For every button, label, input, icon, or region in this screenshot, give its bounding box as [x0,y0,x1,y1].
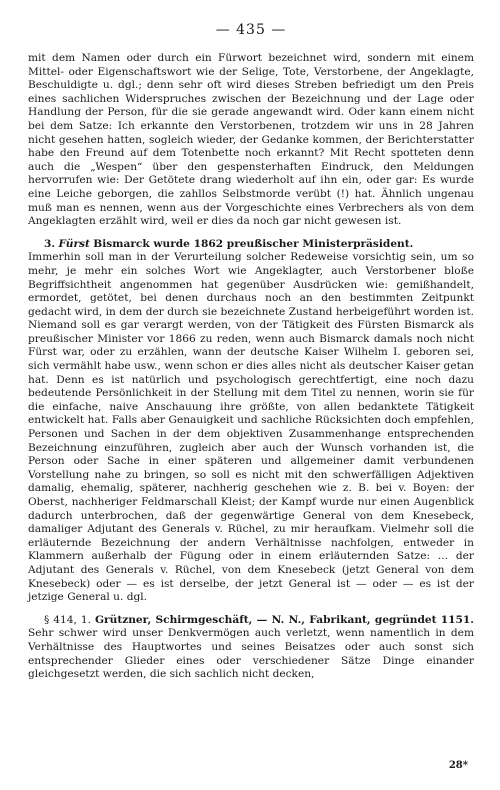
signature-mark: 28* [448,760,468,771]
paragraph-3-block [28,614,474,682]
section-title: Bismarck wurde 1862 preußischer Ministerpräsident. [93,237,414,250]
paragraph-2: Immerhin soll man in der Verurteilung solcher Redeweise vorsichtig sein, um so mehr, je mehr ein solches Wort wie Angeklagter, auch Verstorbener bloße Begriffsichtheit angenommen hat gegenüber Ausdrücken wie: gemißhandelt, ermordet, getötet, bei denen durchaus noch an den bestimmten Zeitpunkt gedacht wird, in dem der durch sie bezeichnete Zustand herbeigeführt worden ist. Niemand soll es gar verargt werden, von der Tätigkeit des Fürsten Bismarck als preußischer Minister vor 1866 zu reden, wenn auch Bismarck damals noch nicht Fürst war, oder zu erzählen, wann der deutsche Kaiser Wilhelm I. geboren sei, sich vermählt habe usw., wenn schon er dies alles nicht als deutscher Kaiser getan hat. Denn es ist natürlich und psychologisch gerechtfertigt, eine noch dazu bedeutende Persönlichkeit in der Stellung mit dem Titel zu nennen, worin sie für die einfache, naive Anschauung ihre größte, von allen bedanktete Tätigkeit entwickelt hat. Falls aber Genauigkeit und sachliche Rücksichten doch empfehlen, Personen und Sachen in der dem objektiven Zusammenhange entsprechenden Bezeichnung einzuführen, zugleich aber auch der Wunsch vorhanden ist, die Person oder Sache in einer späteren und allgemeiner damit verbundenen Vorstellung nahe zu bringen, so soll es nicht mit den schwerfälligen Adjektiven damalig, ehemalig, späterer, nachherig geschehen wie z. B. bei v. Boyen: der Oberst, nachheriger Feldmarschall Kleist; der Kampf wurde nur einen Augenblick dadurch unterbrochen, daß der gegenwärtige General von dem Knesebeck, damaliger Adjutant des Generals v. Rüchel, zu mir heraufkam. Vielmehr soll die erläuternde Bezeichnung der andern Verhältnisse nachfolgen, entweder in Klammern außerhalb der Fügung oder in einem erläuternden Satze: … der Adjutant des Generals v. Rüchel, von dem Knesebeck (jetzt General von dem Knesebeck) oder — es ist derselbe, der jetzt General ist — oder — es ist der jetzige General u. dgl. [28,251,474,604]
paragraph-1: mit dem Namen oder durch ein Fürwort bezeichnet wird, sondern mit einem Mittel- oder Eigenschaftswort wie der Selige, Tote, Verstorbene, der Angeklagte, Beschuldigte u. dgl.; denn sehr oft wird dieses Streben befriedigt um den Preis eines sachlichen Widerspruches zwischen der Bezeichnung und der Lage oder Handlung der Person, für die sie gerade angewandt wird. Oder kann einem nicht bei dem Satze: Ich erkannte den Verstorbenen, trotzdem wir uns in 28 Jahren nicht gesehen hatten, sogleich wieder, der Gedanke kommen, der Berichterstatter habe den Freund auf dem Totenbette noch erkannt? Mit Recht spotteten denn auch die „Wespen“ über den gespensterhaften Eindruck, den Meldungen hervorrufen wie: Der Getötete drang wiederholt auf ihn ein, oder gar: Es wurde eine Leiche geborgen, die zahllos Selbstmorde verübt (!) hat. Ähnlich ungenau muß man es nennen, wenn aus der Vorgeschichte eines Verbrechers als von dem Angeklagten erzählt wird, weil er dies da noch gar nicht gewesen ist. [28,52,474,228]
example-heading: Grützner, Schirmgeschäft, — N. N., Fabrikant, gegründet 1151. [94,613,474,626]
section-heading-3 [28,238,474,252]
paragraph-3: Sehr schwer wird unser Denkvermögen auch verletzt, wenn namentlich in dem Verhältnisse des Hauptwortes und seines Beisatzes oder auch sonst sich entsprechender Glieder eines oder verschiedener Sätze Dinge einander gleichgesetzt werden, die sich sachlich nicht decken, [28,627,474,681]
section-reference: § 414, 1. [44,613,91,626]
section-title-italic: Fürst [58,237,90,250]
section-number: 3. [44,237,56,250]
page [28,22,474,682]
page-number: — 435 — [215,22,287,38]
